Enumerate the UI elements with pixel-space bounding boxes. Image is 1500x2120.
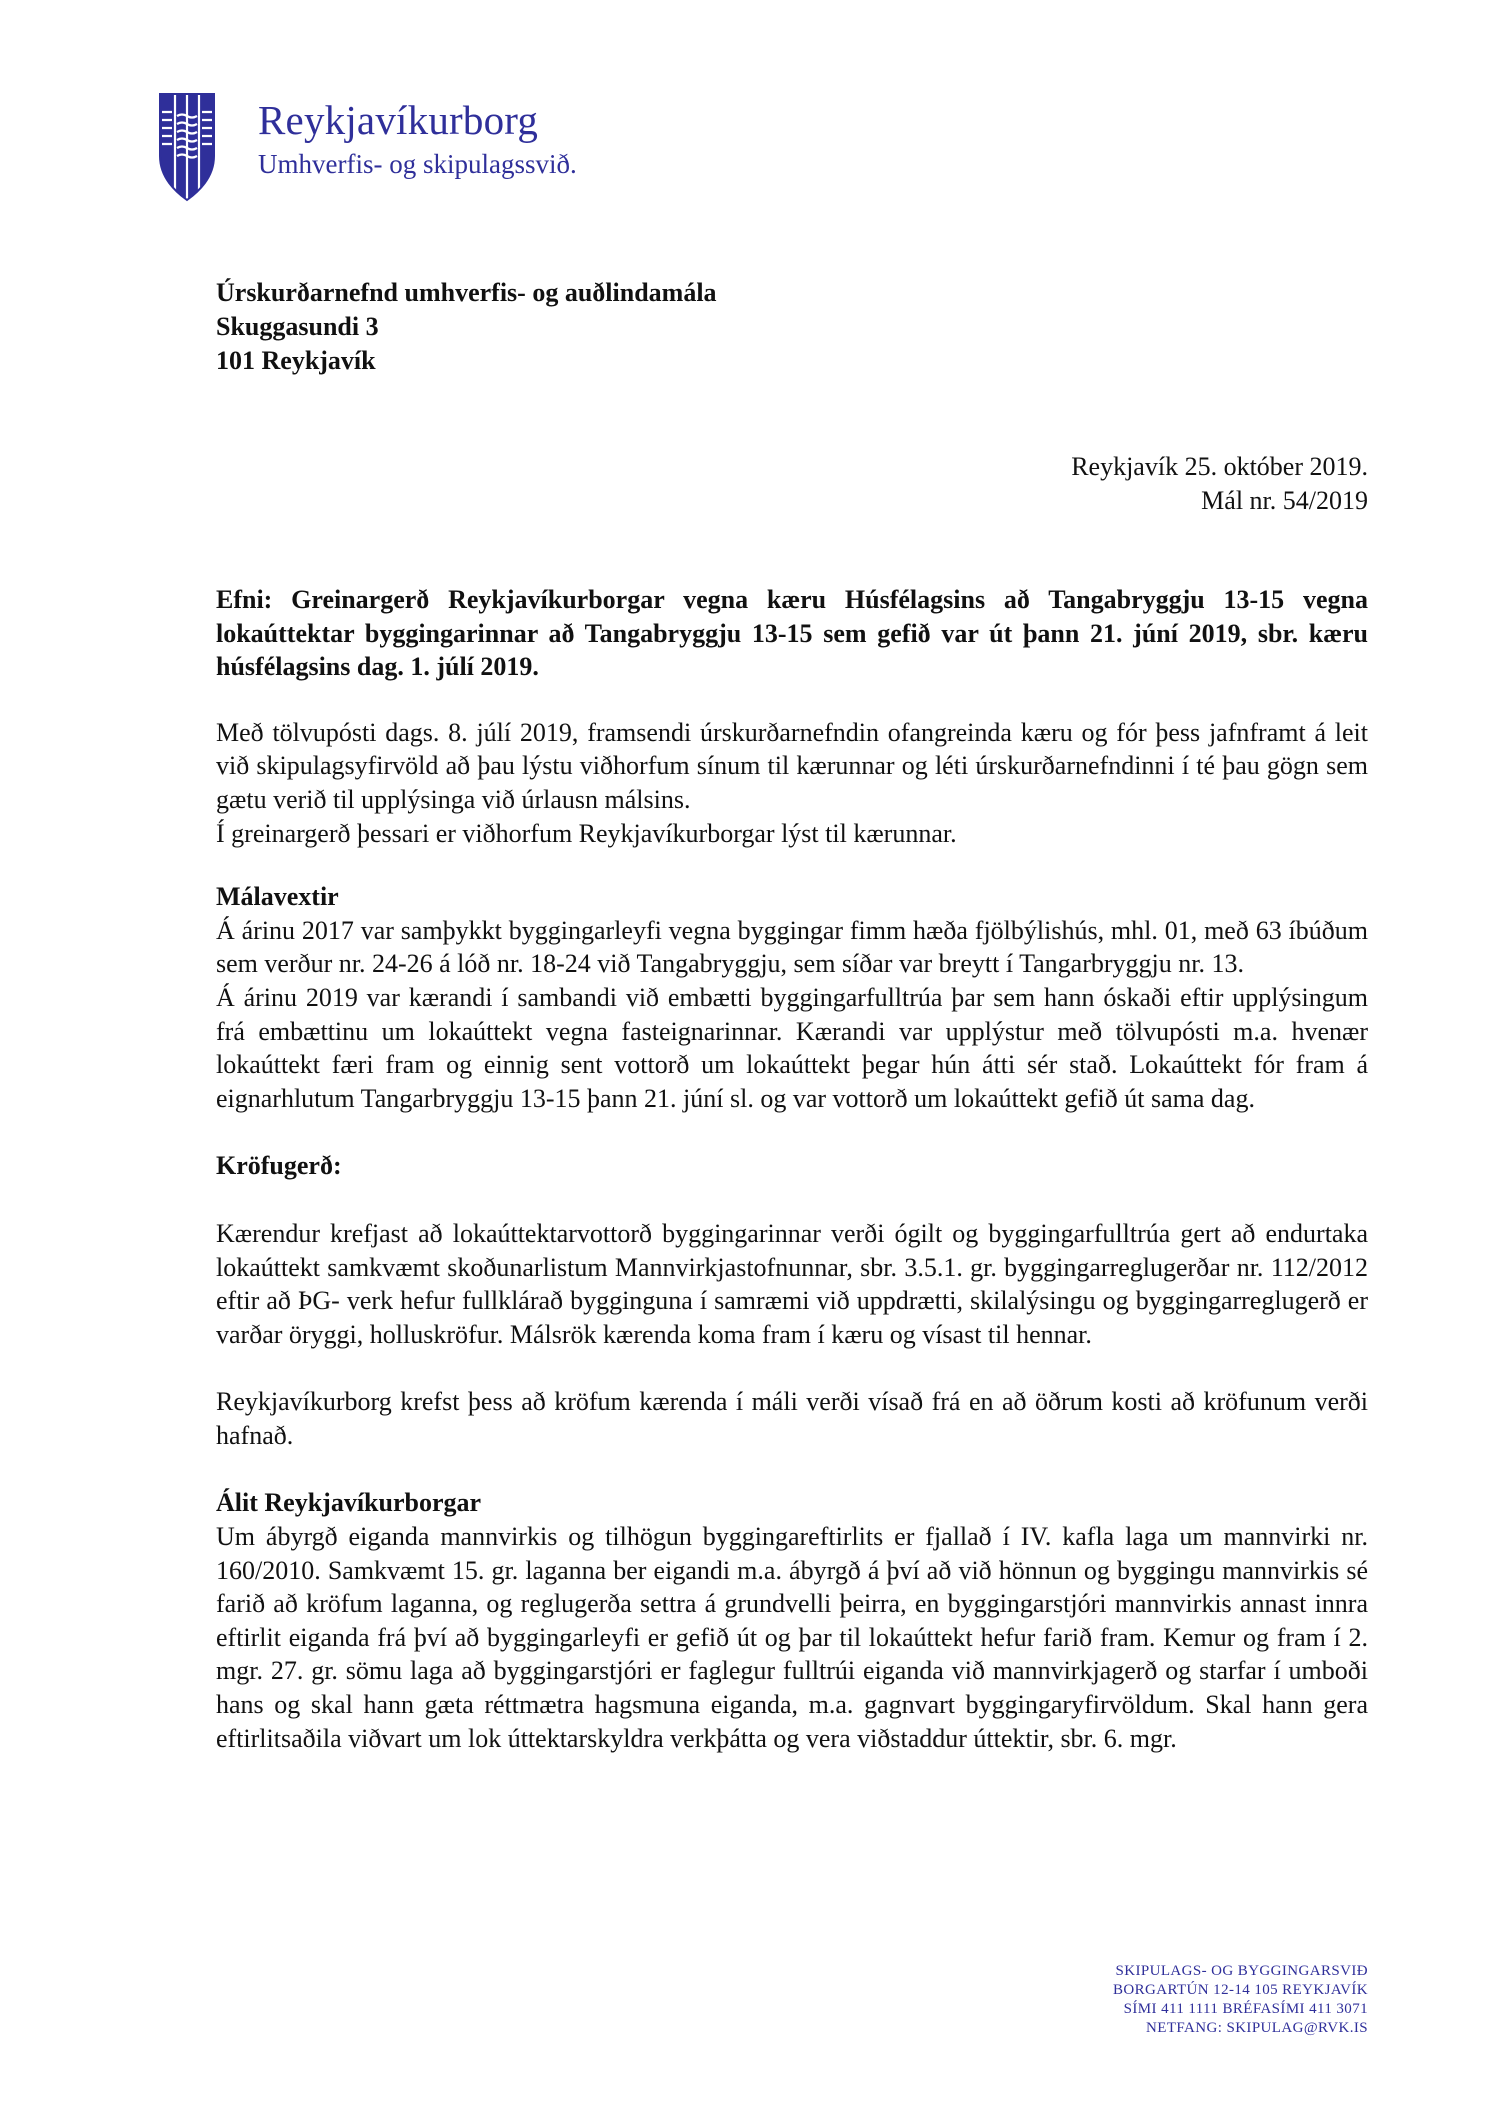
subject-line: Efni: Greinargerð Reykjavíkurborgar vegna kæru Húsfélagsins að Tangabryggju 13-15 vegna lokaúttektar byggingarinnar að Tangabryggju 13-15 sem gefið var út þann 21. júní 2019, sbr. kæru húsfélagsins dag. 1. júlí 2019. (216, 585, 1368, 682)
recipient-address (216, 276, 717, 378)
case-number: Mál nr. 54/2019 (1201, 486, 1368, 515)
date-block (1071, 450, 1368, 518)
footer-contact (1113, 1962, 1368, 2038)
reykjavik-crest-icon (158, 92, 216, 202)
facts-paragraph: Á árinu 2017 var samþykkt byggingarleyfi vegna byggingar fimm hæða fjölbýlishús, mhl. 01, með 63 íbúðum sem verður nr. 24-26 á lóð nr. 18-24 við Tangabryggju, sem síðar var breytt í Tangarbryggju nr. 13. (216, 915, 1368, 979)
recipient-line: Skuggasundi 3 (216, 312, 379, 341)
footer-line: SKIPULAGS- OG BYGGINGARSVIÐ (1115, 1963, 1368, 1979)
org-department: Umhverfis- og skipulagssvið. (258, 149, 577, 179)
section-heading-facts: Málavextir (216, 882, 339, 912)
org-name: Reykjavíkurborg (258, 97, 539, 143)
section-heading-opinion: Álit Reykjavíkurborgar (216, 1488, 482, 1518)
recipient-line: 101 Reykjavík (216, 346, 376, 375)
claims-paragraph: Reykjavíkurborg krefst þess að kröfum kærenda í máli verði vísað frá en að öðrum kosti að kröfunum verði hafnað. (216, 1387, 1368, 1450)
intro-paragraph: Með tölvupósti dags. 8. júlí 2019, framsendi úrskurðarnefndin ofangreinda kæru og fór þess jafnframt á leit við skipulagsyfirvöld að þau lýstu viðhorfum sínum til kærunnar og léti úrskurðarnefndinni í té þau gögn sem gætu verið til upplýsinga við úrlausn málsins. (216, 717, 1368, 814)
facts-paragraph: Á árinu 2019 var kærandi í sambandi við embætti byggingarfulltrúa þar sem hann óskaði eftir upplýsingum frá embættinu um lokaúttekt vegna fasteignarinnar. Kærandi var upplýstur með tölvupósti m.a. hvenær lokaúttekt færi fram og einnig sent vottorð um lokaúttekt þegar hún átti sér stað. Lokaúttekt fór fram á eignarhlutum Tangarbryggju 13-15 þann 21. júní sl. og var vottorð um lokaúttekt gefið út sama dag. (216, 982, 1368, 1113)
intro-line: Í greinargerð þessari er viðhorfum Reykjavíkurborgar lýst til kærunnar. (216, 818, 957, 848)
footer-line: SÍMI 411 1111 BRÉFASÍMI 411 3071 (1123, 2001, 1368, 2017)
footer-line: NETFANG: SKIPULAG@RVK.IS (1146, 2020, 1368, 2036)
place-date: Reykjavík 25. október 2019. (1071, 452, 1368, 481)
footer-line: BORGARTÚN 12-14 105 REYKJAVÍK (1112, 1982, 1368, 1998)
claims-paragraph: Kærendur krefjast að lokaúttektarvottorð byggingarinnar verði ógilt og byggingarfulltrúa gert að endurtaka lokaúttekt samkvæmt skoðunarlistum Mannvirkjastofnunnar, sbr. 3.5.1. gr. byggingarreglugerðar nr. 112/2012 eftir að ÞG- verk hefur fullklárað bygginguna í samræmi við uppdrætti, skilalýsingu og byggingarreglugerð er varðar öryggi, holluskröfur. Málsrök kærenda koma fram í kæru og vísast til hennar. (216, 1218, 1368, 1349)
letter-body (216, 583, 1368, 1755)
recipient-line: Úrskurðarnefnd umhverfis- og auðlindamála (216, 278, 717, 307)
opinion-paragraph: Um ábyrgð eiganda mannvirkis og tilhögun byggingareftirlits er fjallað í IV. kafla laga um mannvirki nr. 160/2010. Samkvæmt 15. gr. laganna ber eigandi m.a. ábyrgð á því að við hönnun og byggingu mannvirkis sé farið að kröfum laganna, og reglugerða settra á grundvelli þeirra, en byggingarstjóri mannvirkis annast innra eftirlit eiganda frá því að byggingarleyfi er gefið út og þar til lokaúttekt hefur farið fram. Kemur og fram í 2. mgr. 27. gr. sömu laga að byggingarstjóri er faglegur fulltrúi eiganda við mannvirkjagerð og starfar í umboði hans og skal hann gæta réttmætra hagsmuna eiganda, m.a. gagnvart byggingaryfirvöldum. Skal hann gera eftirlitsaðila viðvart um lok úttektarskyldra verkþátta og vera viðstaddur úttektir, sbr. 6. mgr. (216, 1522, 1368, 1753)
section-heading-claims: Kröfugerð: (216, 1151, 342, 1181)
